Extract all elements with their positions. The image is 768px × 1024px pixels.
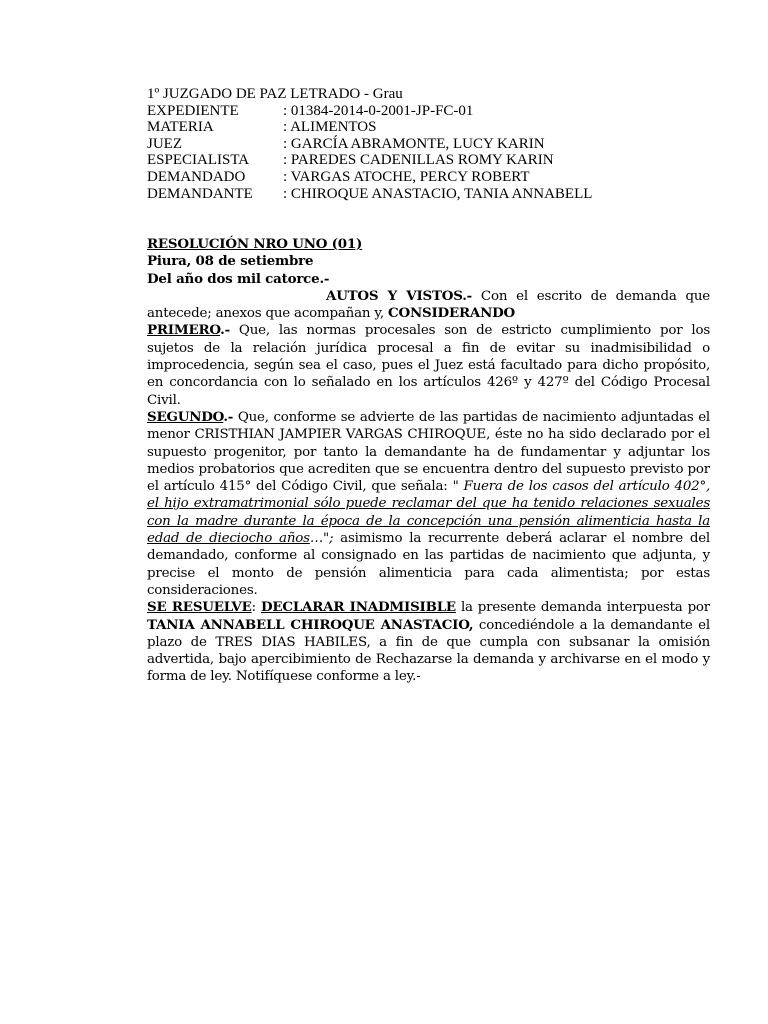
resolution-body [147,236,710,686]
header-row-demandado [147,169,592,186]
resolution-date: Piura, 08 de setiembre [147,253,314,270]
header-row-especialista [147,152,592,169]
case-header [147,86,592,202]
autos-label: AUTOS Y VISTOS.- [326,287,473,304]
header-row-expediente [147,103,592,120]
court-name: 1º JUZGADO DE PAZ LETRADO - Grau [147,86,403,102]
quote-open: " Fuera de los casos del artículo 402°, [452,479,711,495]
header-label: ESPECIALISTA [147,152,250,169]
demandante-name: TANIA ANNABELL CHIROQUE ANASTACIO, [147,616,474,633]
header-label: EXPEDIENTE [147,102,239,119]
quote-text: el hijo extramatrimonial sólo puede reclamar del que ha tenido relaciones sexuales con la madre durante la época de la concepción una pensión alimenticia hasta la edad de dieciocho años [147,496,710,547]
header-row-demandante [147,186,592,203]
header-label: DEMANDADO [147,168,246,185]
primero-paragraph: PRIMERO.- Que, las normas procesales son de estricto cumplimiento por los sujetos de la relación jurídica procesal a fin de evitar su inadmisibilidad o improcedencia, según sea el caso, pues el Juez está facultado para dicho propósito, en concordancia con lo señalado en los artículos 426º y 427º del Código Procesal Civil. [147,322,710,408]
header-value: : 01384-2014-0-2001-JP-FC-01 [283,102,474,119]
header-label: JUEZ [147,135,182,152]
quote-close: …"; [309,531,334,547]
header-value: : VARGAS ATOCHE, PERCY ROBERT [283,168,530,185]
resuelve-label: SE RESUELVE [147,599,252,616]
segundo-label: SEGUNDO [147,408,224,425]
segundo-paragraph: SEGUNDO.- Que, conforme se advierte de las partidas de nacimiento adjuntadas el menor CRISTHIAN JAMPIER VARGAS CHIROQUE, éste no ha sido declarado por el supuesto progenitor, por tanto la demandante ha de fundamentar y adjuntar los medios probatorios que acrediten que se encuentra dentro del supuesto previsto por el artículo 415° del Código Civil, que señala: " Fuera de los casos del artículo 402°, el hijo extramatrimonial sólo puede reclamar del que ha tenido relaciones sexuales con la madre durante la época de la concepción una pensión alimenticia hasta la edad de dieciocho años…"; asimismo la recurrente deberá aclarar el nombre del demandado, conforme al consignado en las partidas de nacimiento que adjunta, y precise el monto de pensión alimenticia para cada alimentista; por estas consideraciones. [147,408,711,598]
header-value: : PAREDES CADENILLAS ROMY KARIN [283,152,554,169]
header-label: DEMANDANTE [147,185,253,202]
autos-paragraph: AUTOS Y VISTOS.- Con el escrito de demanda que antecede; anexos que acompañan y, CONSIDERANDO [147,287,710,322]
header-row-materia [147,119,592,136]
considerando-label: CONSIDERANDO [388,305,515,322]
primero-label: PRIMERO [147,322,221,339]
declarar-label: DECLARAR INADMISIBLE [260,599,456,616]
resolution-title: RESOLUCIÓN NRO UNO (01) [147,236,363,252]
header-value: : CHIROQUE ANASTACIO, TANIA ANNABELL [283,185,593,202]
header-value: : ALIMENTOS [283,119,377,136]
resolution-year: Del año dos mil catorce.- [147,270,330,287]
header-label: MATERIA [147,119,214,136]
resuelve-paragraph: SE RESUELVE: DECLARAR INADMISIBLE la presente demanda interpuesta por TANIA ANNABELL CHIROQUE ANASTACIO, concediéndole a la demandante el plazo de TRES DIAS HABILES, a fin de que cumpla con subsanar la omisión advertida, bajo apercibimiento de Rechazarse la demanda y archivarse en el modo y forma de ley. Notifíquese conforme a ley.- [147,599,710,685]
header-row-juez [147,136,592,153]
header-value: : GARCÍA ABRAMONTE, LUCY KARIN [283,135,545,152]
